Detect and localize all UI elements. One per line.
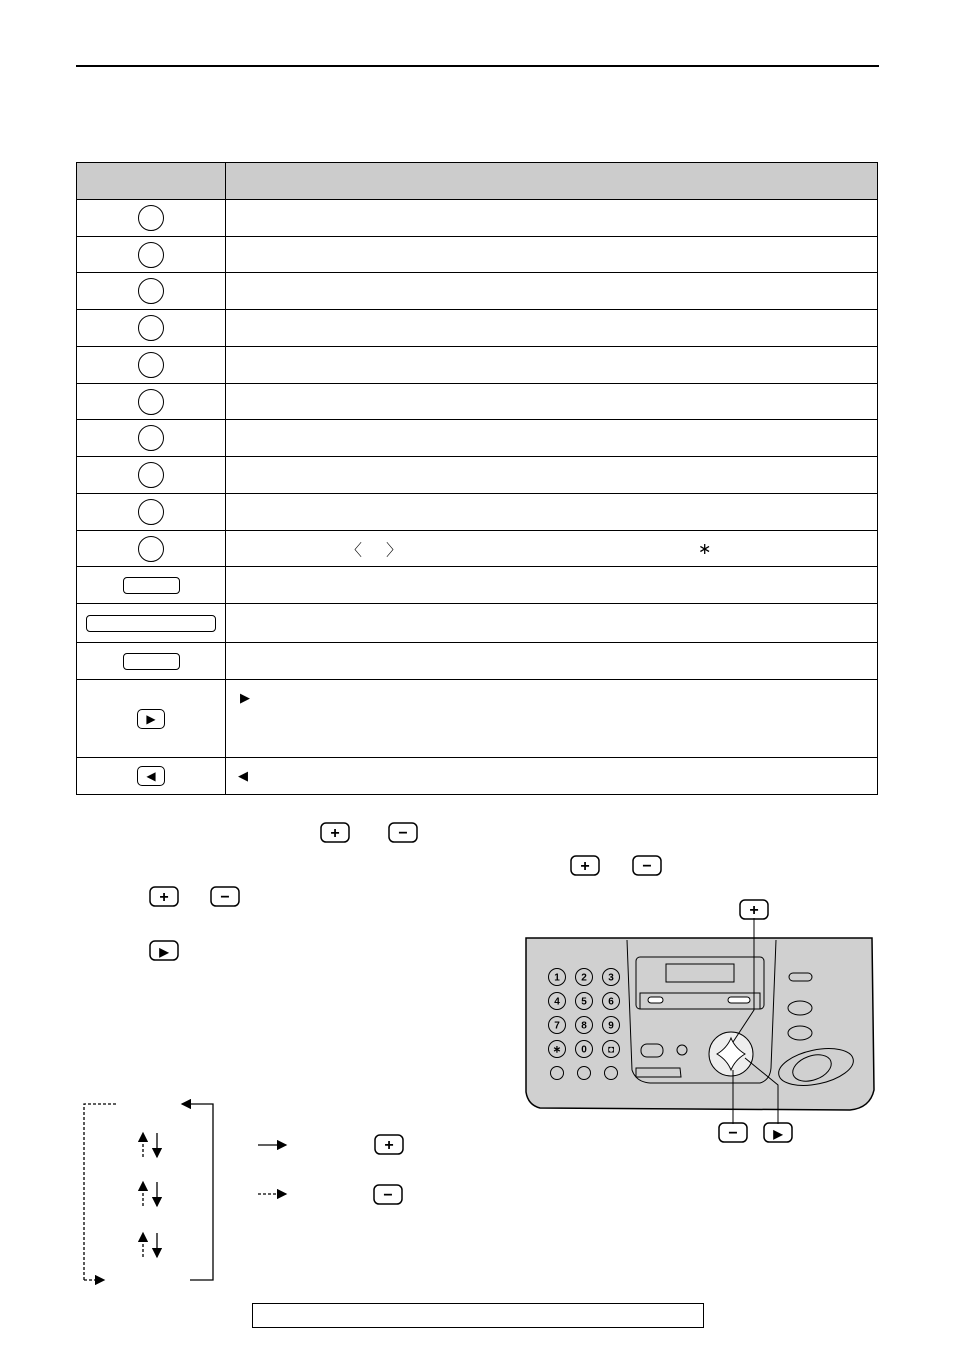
keypad-key (603, 969, 620, 986)
plus-key-icon (571, 856, 599, 875)
svg-text:+: + (749, 902, 759, 919)
star-symbol: ∗ (698, 540, 712, 558)
svg-text:+: + (580, 858, 590, 875)
keypad-key (576, 1017, 593, 1034)
right-arrow-symbol: ▶ (240, 690, 250, 705)
footer-box (252, 1303, 704, 1328)
svg-text:4: 4 (554, 996, 560, 1008)
svg-text:−: − (728, 1125, 738, 1142)
left-key-icon: ◀ (137, 766, 165, 786)
svg-text:5: 5 (581, 996, 587, 1008)
plus-key-icon (321, 823, 349, 842)
svg-text:◘: ◘ (607, 1044, 615, 1056)
svg-text:7: 7 (554, 1020, 560, 1032)
keypad-key (603, 1041, 620, 1058)
svg-text:3: 3 (608, 972, 614, 984)
svg-text:+: + (330, 825, 340, 842)
keypad-key (549, 993, 566, 1010)
plus-key-icon (740, 900, 768, 919)
keypad-key (549, 969, 566, 986)
blank-key (578, 1067, 591, 1080)
right-key-icon: ▶ (137, 709, 165, 729)
keypad-key (576, 1041, 593, 1058)
svg-text:▶: ▶ (159, 945, 169, 959)
blank-key (551, 1067, 564, 1080)
svg-text:∗: ∗ (552, 1044, 562, 1056)
keypad-key (603, 993, 620, 1010)
less-than-symbol: 〈 (346, 542, 363, 559)
svg-text:▶: ▶ (773, 1127, 783, 1141)
minus-key-icon (719, 1123, 747, 1142)
svg-text:−: − (642, 858, 652, 875)
svg-text:1: 1 (554, 972, 560, 984)
svg-text:+: + (384, 1137, 394, 1154)
blank-key (605, 1067, 618, 1080)
svg-text:−: − (220, 889, 230, 906)
svg-text:−: − (383, 1187, 393, 1204)
svg-text:−: − (398, 825, 408, 842)
fax-panel-illustration (526, 918, 874, 1124)
keypad-key (603, 1017, 620, 1034)
minus-key-icon (389, 823, 417, 842)
left-arrow-symbol: ◀ (238, 768, 248, 783)
svg-text:6: 6 (608, 996, 614, 1008)
flow-diagram (84, 1104, 286, 1280)
svg-text:8: 8 (581, 1020, 587, 1032)
keypad-key (576, 993, 593, 1010)
minus-key-icon (374, 1185, 402, 1204)
greater-than-symbol: 〉 (386, 542, 403, 559)
keypad-key (549, 1041, 566, 1058)
svg-text:2: 2 (581, 972, 587, 984)
keypad-key (576, 969, 593, 986)
right-key-icon (764, 1123, 792, 1142)
minus-key-icon (211, 887, 239, 906)
minus-key-icon (633, 856, 661, 875)
right-key-icon (150, 941, 178, 960)
plus-key-icon (375, 1135, 403, 1154)
plus-key-icon (150, 887, 178, 906)
svg-text:9: 9 (608, 1020, 614, 1032)
keypad-key (549, 1017, 566, 1034)
svg-text:+: + (159, 889, 169, 906)
svg-text:0: 0 (581, 1044, 587, 1056)
